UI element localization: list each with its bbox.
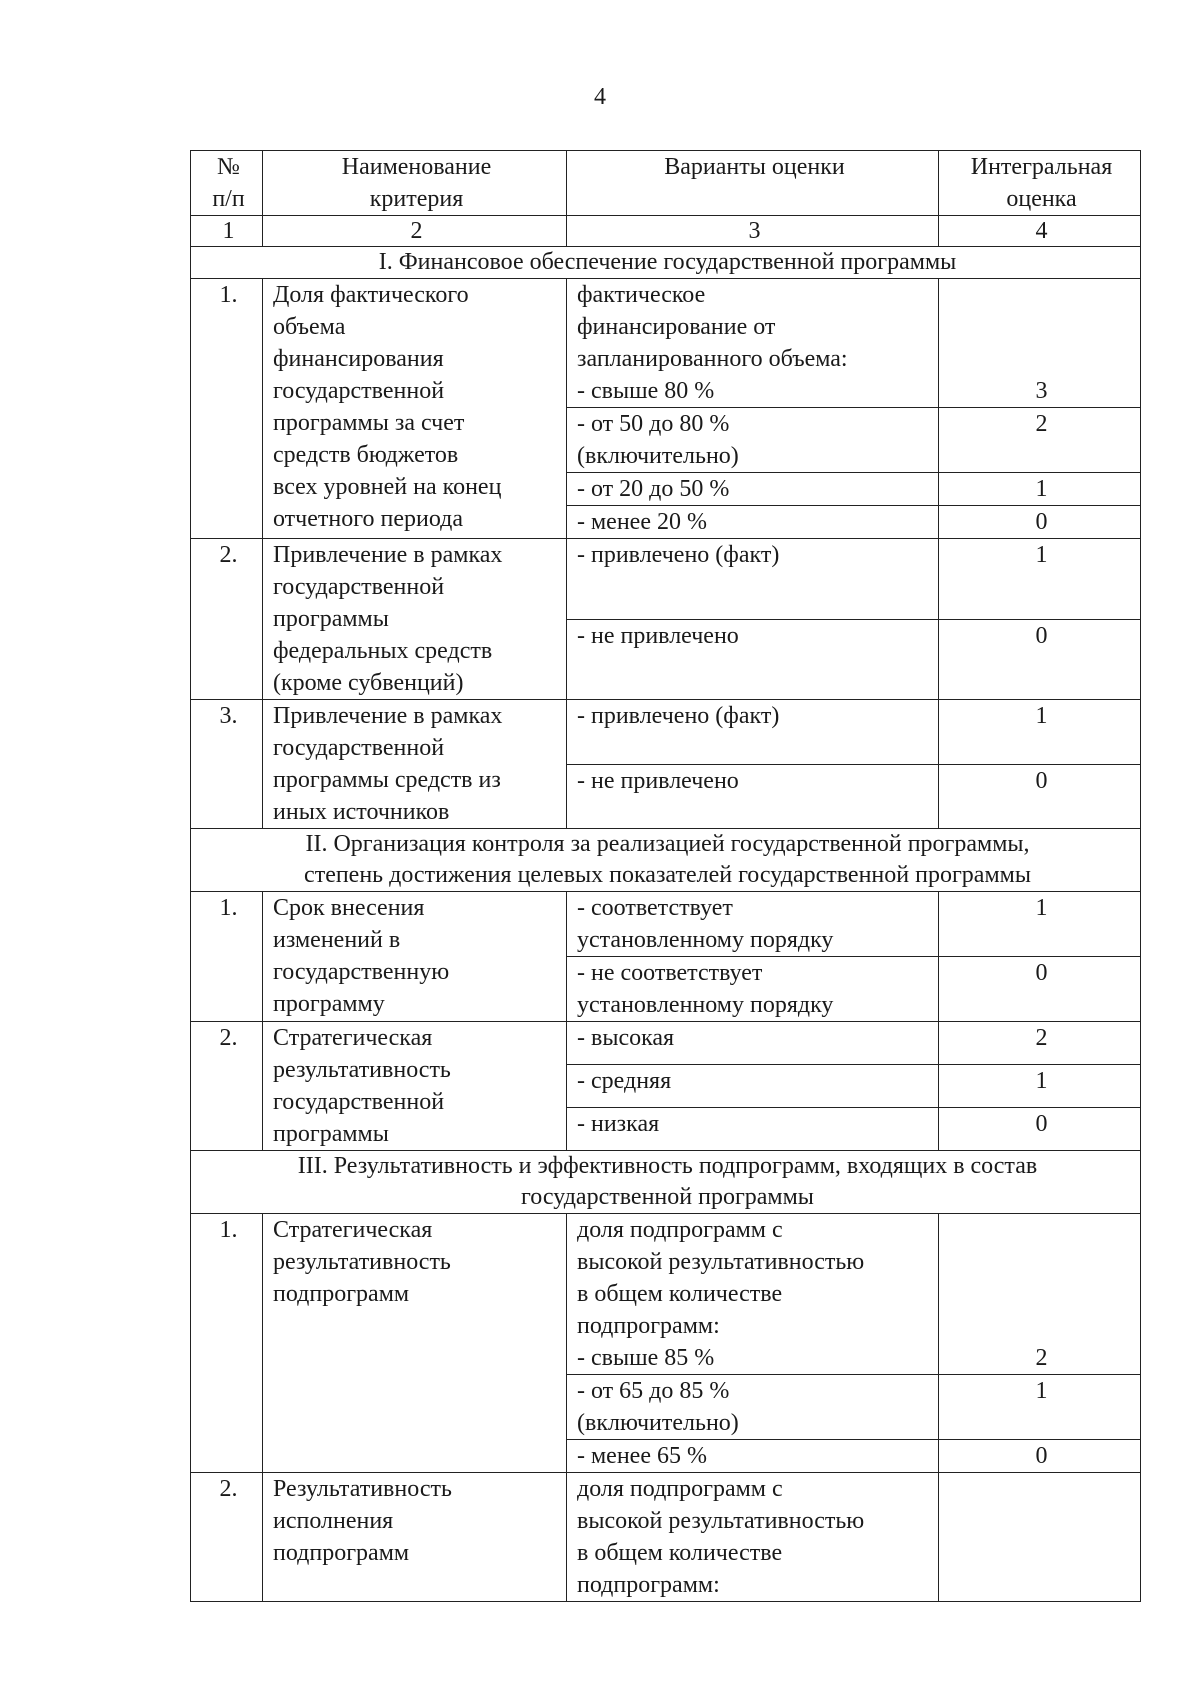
header-options: Варианты оценки: [567, 151, 939, 216]
section-row: [191, 247, 1141, 279]
section-title: III. Результативность и эффективность подпрограмм, входящих в состав государственной программы: [191, 1151, 1141, 1214]
column-number: 1: [191, 216, 263, 247]
criterion-name: Привлечение в рамках государственной программы федеральных средств (кроме субвенций): [263, 539, 567, 700]
option-text: - высокая: [567, 1022, 939, 1065]
option-text: доля подпрограмм с высокой результативностью в общем количестве подпрограмм: - свыше 85 %: [567, 1214, 939, 1375]
option-text: - от 50 до 80 % (включительно): [567, 408, 939, 473]
option-text: - от 65 до 85 % (включительно): [567, 1375, 939, 1440]
option-text: - соответствует установленному порядку: [567, 892, 939, 957]
header-row: [191, 151, 1141, 216]
option-text: - средняя: [567, 1065, 939, 1108]
option-score: 0: [939, 619, 1141, 700]
option-text: фактическое финансирование от запланированного объема: - свыше 80 %: [567, 279, 939, 408]
column-number: 2: [263, 216, 567, 247]
header-criterion-name: Наименование критерия: [263, 151, 567, 216]
header-number: № п/п: [191, 151, 263, 216]
option-text: - от 20 до 50 %: [567, 473, 939, 506]
section-row: [191, 1151, 1141, 1214]
criterion-row: [191, 1473, 1141, 1602]
option-score: 3: [939, 279, 1141, 408]
option-score: 2: [939, 1214, 1141, 1375]
criteria-table: [190, 150, 1141, 1602]
option-text: - привлечено (факт): [567, 700, 939, 765]
criterion-name: Стратегическая результативность государственной программы: [263, 1022, 567, 1151]
option-score: 1: [939, 473, 1141, 506]
criterion-name: Срок внесения изменений в государственную программу: [263, 892, 567, 1022]
criterion-row: [191, 279, 1141, 408]
option-score: 1: [939, 1375, 1141, 1440]
section-row: [191, 829, 1141, 892]
column-number: 4: [939, 216, 1141, 247]
criterion-row: [191, 892, 1141, 957]
option-score: 0: [939, 506, 1141, 539]
option-text: - не привлечено: [567, 764, 939, 829]
option-text: доля подпрограмм с высокой результативностью в общем количестве подпрограмм:: [567, 1473, 939, 1602]
section-title: II. Организация контроля за реализацией государственной программы, степень достижения целевых показателей государственной программы: [191, 829, 1141, 892]
option-score: 0: [939, 957, 1141, 1022]
column-number: 3: [567, 216, 939, 247]
criterion-number: 1.: [191, 1214, 263, 1473]
criterion-number: 2.: [191, 539, 263, 700]
column-number-row: [191, 216, 1141, 247]
criterion-number: 1.: [191, 892, 263, 1022]
criterion-number: 1.: [191, 279, 263, 539]
option-score: 2: [939, 1022, 1141, 1065]
option-text: - низкая: [567, 1108, 939, 1151]
criterion-number: 3.: [191, 700, 263, 829]
option-score: 0: [939, 764, 1141, 829]
criterion-name: Доля фактического объема финансирования государственной программы за счет средств бюджетов всех уровней на конец отчетного периода: [263, 279, 567, 539]
criterion-row: [191, 1022, 1141, 1065]
option-text: - не привлечено: [567, 619, 939, 700]
option-text: - менее 20 %: [567, 506, 939, 539]
option-text: - не соответствует установленному порядку: [567, 957, 939, 1022]
option-score: 0: [939, 1108, 1141, 1151]
section-title: I. Финансовое обеспечение государственной программы: [191, 247, 1141, 279]
option-score: 2: [939, 408, 1141, 473]
criterion-name: Привлечение в рамках государственной программы средств из иных источников: [263, 700, 567, 829]
criterion-name: Стратегическая результативность подпрограмм: [263, 1214, 567, 1473]
option-score: 1: [939, 539, 1141, 620]
option-score: [939, 1473, 1141, 1602]
criterion-row: [191, 1214, 1141, 1375]
option-score: 1: [939, 892, 1141, 957]
option-score: 0: [939, 1440, 1141, 1473]
option-text: - привлечено (факт): [567, 539, 939, 620]
criterion-row: [191, 539, 1141, 620]
criterion-number: 2.: [191, 1022, 263, 1151]
criterion-row: [191, 700, 1141, 765]
option-score: 1: [939, 700, 1141, 765]
header-score: Интегральная оценка: [939, 151, 1141, 216]
criterion-name: Результативность исполнения подпрограмм: [263, 1473, 567, 1602]
option-score: 1: [939, 1065, 1141, 1108]
page-number: 4: [594, 84, 606, 110]
criterion-number: 2.: [191, 1473, 263, 1602]
table-body: [191, 247, 1141, 1602]
option-text: - менее 65 %: [567, 1440, 939, 1473]
